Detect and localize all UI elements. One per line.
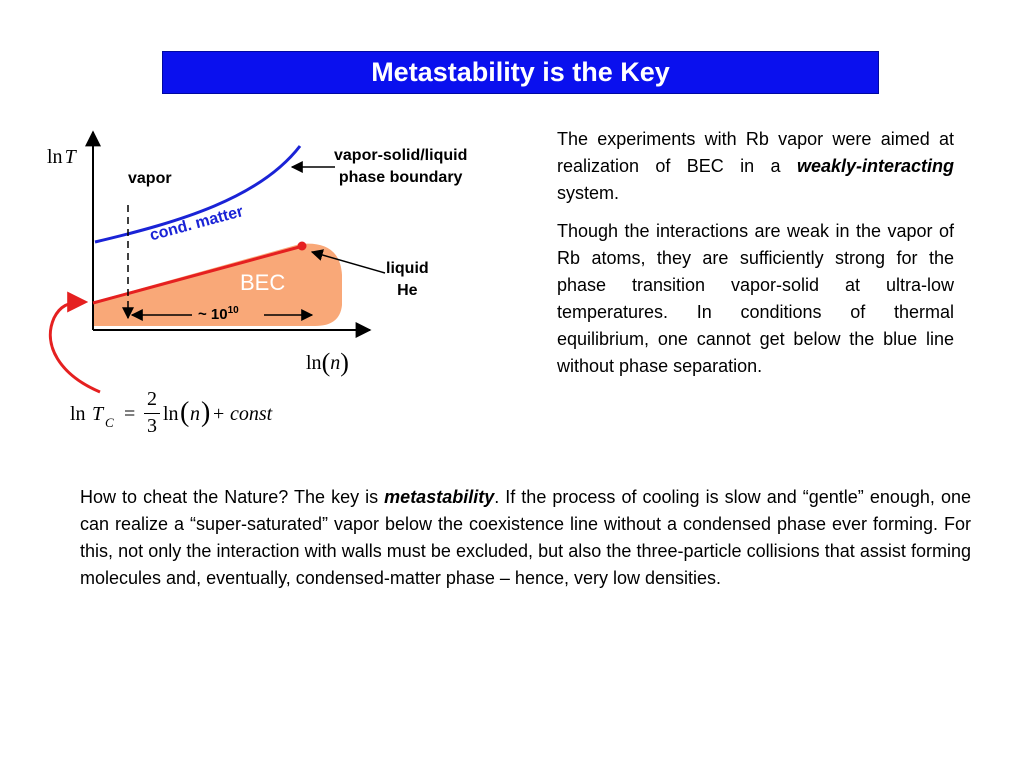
- liquid-he-label: liquid He: [386, 260, 429, 299]
- bec-label: BEC: [240, 270, 286, 295]
- x-axis-label: ln(n): [306, 348, 349, 377]
- right-paragraph-1: The experiments with Rb vapor were aimed at realization of BEC in a weakly-interacting system.: [557, 129, 954, 203]
- vapor-label: vapor: [128, 170, 172, 187]
- right-paragraph-2: Though the interactions are weak in the vapor of Rb atoms, they are sufficiently strong for the phase transition vapor-solid at ultra-low temperatures. In conditions of thermal equilibrium, one cannot get below the blue line without phase separation.: [557, 221, 954, 376]
- boundary-label: vapor-solid/liquid phase boundary: [334, 147, 468, 186]
- y-axis-label: ln T: [47, 146, 76, 168]
- bottom-paragraph: How to cheat the Nature? The key is metastability. If the process of cooling is slow and “gentle” enough, one can realize a “super-saturated” vapor below the coexistence line without a condensed phase ever forming. For this, not only the interaction with walls must be excluded, but also the three-particle collisions that assist forming molecules and, eventually, condensed-matter phase – hence, very low densities.: [80, 487, 971, 588]
- cond-matter-label: cond. matter: [148, 203, 246, 245]
- slide-title: Metastability is the Key: [371, 57, 670, 87]
- liquid-he-point: [298, 242, 307, 251]
- right-text-block: [557, 126, 954, 380]
- range-label: ~ $10^{10}$: [198, 305, 239, 323]
